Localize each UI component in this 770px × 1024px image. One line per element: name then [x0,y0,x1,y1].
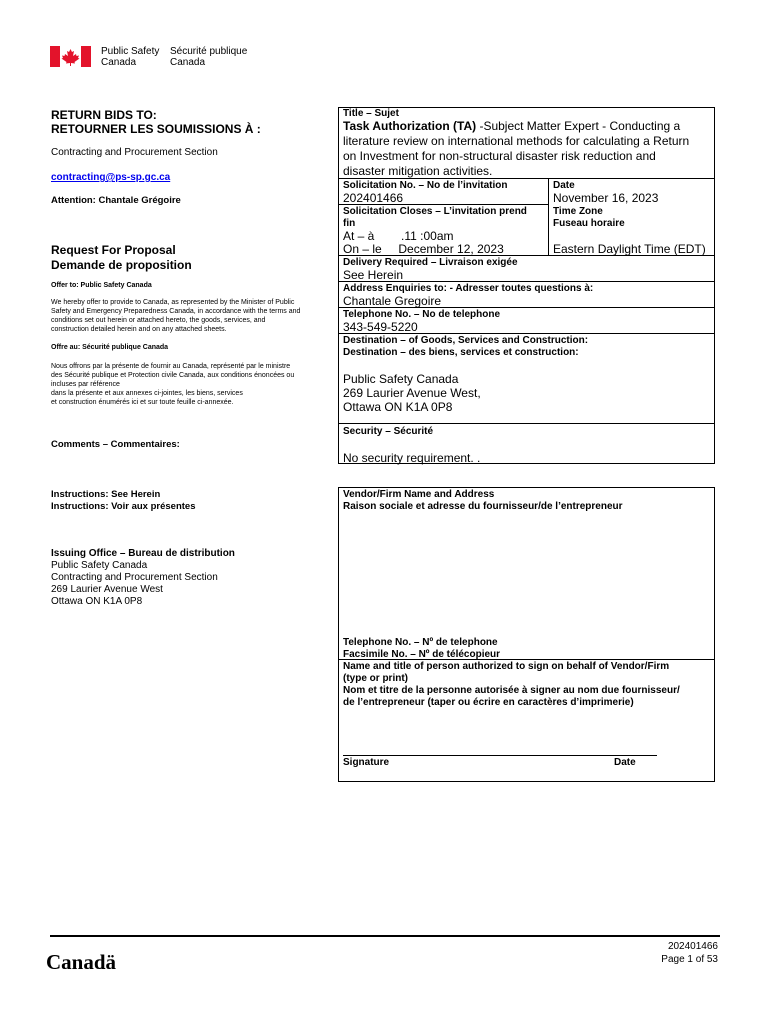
canada-flag-icon [50,46,91,67]
return-bids-heading: RETURN BIDS TO: RETOURNER LES SOUMISSIONS À : [51,108,261,136]
vendor-label: Vendor/Firm Name and Address Raison sociale et adresse du fournisseur/de l’entrepreneur [343,489,623,512]
title-text: Task Authorization (TA) -Subject Matter Expert - Conducting a literature review on international methods for calculating a Return on Investment for non-structural disaster risk reduction and disaster mitigation activities. [343,119,690,178]
instructions: Instructions: See Herein Instructions: Voir aux présentes [51,489,196,512]
destination-address: Public Safety Canada 269 Laurier Avenue West, Ottawa ON K1A 0P8 [343,372,481,414]
comments-label: Comments – Commentaires: [51,439,180,450]
footer-page-info: 202401466 Page 1 of 53 [661,941,718,965]
closes-at: At – à .11 :00am [343,229,454,243]
vendor-box [338,487,715,782]
security-value: No security requirement. . [343,451,481,465]
department-name-fr: Sécurité publique Canada [170,46,248,68]
issuing-office: Issuing Office – Bureau de distribution Public Safety Canada Contracting and Procurement Section 269 Laurier Avenue West Ottawa ON K1A 0P8 [51,548,235,607]
department-name-en: Public Safety Canada [101,46,160,68]
attention-line: Attention: Chantale Grégoire [51,195,181,206]
enquiries-label: Address Enquiries to: - Adresser toutes questions à: [343,283,594,294]
destination-label: Destination – of Goods, Services and Construction: Destination – des biens, services et construction: [343,335,589,358]
offre-au-label: Offre au: Sécurité publique Canada [51,344,169,351]
delivery-label: Delivery Required – Livraison exigée [343,257,518,268]
security-label: Security – Sécurité [343,426,434,437]
footer-rule [50,935,720,937]
telephone-label: Telephone No. – No de telephone [343,309,501,320]
time-zone-value: Eastern Daylight Time (EDT) [553,242,706,256]
time-zone-label: Time Zone Fuseau horaire [553,206,625,229]
rfp-heading: Request For Proposal Demande de proposition [51,243,192,272]
contracting-section: Contracting and Procurement Section [51,147,218,158]
enquiries-value: Chantale Gregoire [343,294,442,308]
closes-on: On – le December 12, 2023 [343,242,504,256]
title-label: Title – Sujet [343,108,399,119]
offre-text: Nous offrons par la présente de fournir au Canada, représenté par le ministre des Sécurité publique et Protection civile Canada, aux conditions énoncées ou incluses par référence dans la présente et aux annexes ci-jointes, les biens, services et construction énumérés ici et sur toute feuille ci-annexée. [51,363,295,406]
canada-wordmark: Canadä [46,950,117,974]
date-value: November 16, 2023 [553,191,659,205]
delivery-value: See Herein [343,268,404,282]
offer-to-label: Offer to: Public Safety Canada [51,282,152,289]
signature-date-label: Date [614,757,636,768]
offer-text: We hereby offer to provide to Canada, as represented by the Minister of Public Safety and Emergency Preparedness Canada, in accordance with the terms and conditions set out herein or attached hereto, the goods, services, and construction detailed herein and on any attached sheets. [51,299,301,333]
signature-label: Signature [343,757,390,768]
solicitation-no-value: 202401466 [343,191,404,205]
vendor-phone-fax-label: Telephone No. – Nº de telephone Facsimile No. – Nº de télécopieur [343,637,501,660]
closes-label: Solicitation Closes – L’invitation prend fin [343,206,527,229]
date-label: Date [553,180,575,191]
telephone-value: 343-549-5220 [343,320,418,334]
signature-line [343,755,657,756]
authorized-person-label: Name and title of person authorized to sign on behalf of Vendor/Firm (type or print) Nom et titre de la personne autorisée à signer au nom due fournisseur/ de l’entrepreneur (taper ou écrire en caractères d’imprimerie) [343,661,680,708]
solicitation-no-label: Solicitation No. – No de l’invitation [343,180,508,191]
contact-email-link[interactable]: contracting@ps-sp.gc.ca [51,172,171,183]
